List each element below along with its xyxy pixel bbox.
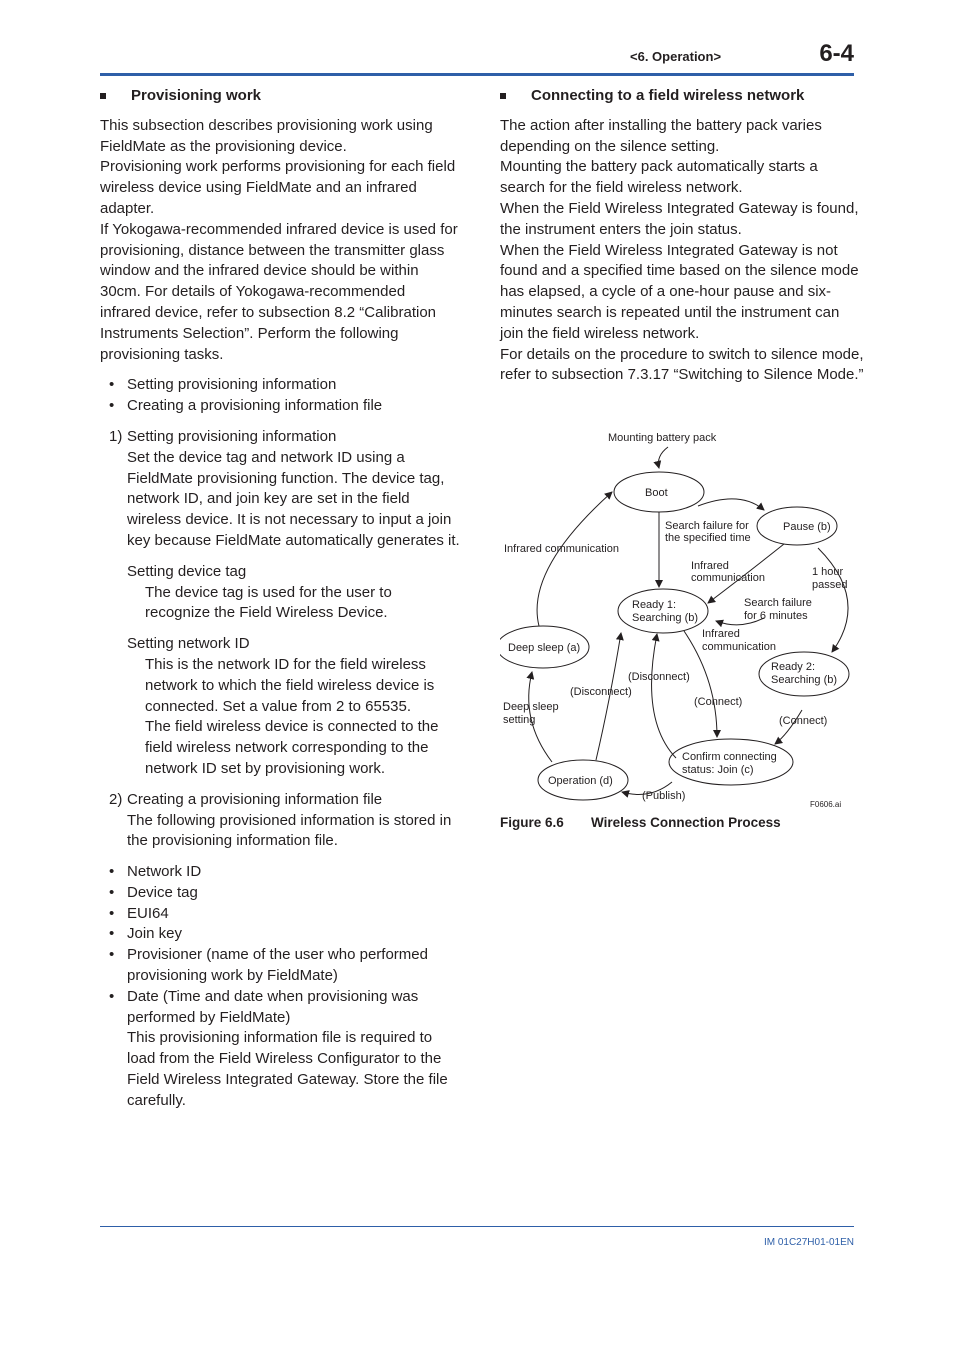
- node-confirm: [669, 739, 793, 785]
- svg-text:Ready 1:: Ready 1:: [632, 599, 677, 611]
- item-title: Setting provisioning information: [127, 427, 337, 445]
- header-rule: [100, 73, 854, 76]
- label-deep-sleep-setting: Deep sleep: [503, 701, 559, 713]
- svg-text:Searching (b): Searching (b): [771, 674, 838, 686]
- body-paragraph: When the Field Wireless Integrated Gateway is found, the instrument enters the join status.: [500, 199, 859, 238]
- label-infrared-ready: communication: [691, 572, 765, 584]
- node-ready1: [618, 589, 708, 633]
- list-item: • Device tag: [127, 883, 460, 904]
- body-paragraph: Mounting the battery pack automatically starts a search for the field wireless network.: [500, 158, 818, 197]
- label-infrared-ready2: communication: [702, 641, 776, 653]
- label-search-fail-time: Search failure for: [665, 520, 749, 532]
- label-mounting: Mounting battery pack: [608, 432, 717, 444]
- svg-text:Searching (b): Searching (b): [632, 612, 699, 624]
- node-ready2: [759, 652, 849, 696]
- intro-paragraph: This subsection describes provisioning work using FieldMate as the provisioning device.: [100, 116, 433, 155]
- label-disconnect: (Disconnect): [628, 671, 690, 683]
- figure-title: Wireless Connection Process: [591, 815, 781, 830]
- label-deep-sleep-setting: setting: [503, 714, 536, 726]
- list-item: • Creating a provisioning information file: [127, 396, 460, 417]
- node-pause: [757, 507, 837, 545]
- left-column: [100, 86, 460, 1112]
- label-search-fail-6: for 6 minutes: [744, 610, 808, 622]
- network-id-title: Setting network ID: [127, 635, 250, 653]
- list-item: • Date (Time and date when provisioning was performed by FieldMate): [127, 987, 460, 1029]
- document-id: IM 01C27H01-01EN: [763, 1237, 854, 1248]
- node-operation: [538, 760, 628, 800]
- section-reference: <6. Operation>: [630, 49, 722, 64]
- provisioning-heading: Provisioning work: [100, 86, 460, 107]
- label-one-hour: 1 hour: [812, 566, 844, 578]
- item-body: Set the device tag and network ID using a FieldMate provisioning function. The device tag, network ID, and join key are set in the field wireless device. It is not necessary to input a join key because FieldMate automatically generates it.: [127, 448, 460, 549]
- label-one-hour: passed: [812, 579, 848, 591]
- label-connect: (Connect): [694, 696, 743, 708]
- svg-text:status: Join (c): status: Join (c): [682, 764, 754, 776]
- item-body: The following provisioned information is stored in the provisioning information file.: [127, 811, 452, 850]
- wireless-connection-diagram: [500, 425, 854, 815]
- item-title: Creating a provisioning information file: [127, 790, 383, 808]
- item-number: 2): [109, 790, 123, 808]
- numbered-item-2: [100, 790, 460, 852]
- body-paragraph: For details on the procedure to switch to silence mode, refer to subsection 7.3.17 “Switching to Silence Mode.”: [500, 345, 864, 384]
- label-infrared-ready: Infrared: [691, 560, 729, 572]
- page-number: 6-4: [819, 40, 854, 67]
- label-infrared: Infrared communication: [504, 543, 619, 555]
- network-id-body: This is the network ID for the field wireless network to which the field wireless device is connected. Set a value from 2 to 65535. The field wireless device is connected to the field wireless network corresponding to the network ID set by provisioning work.: [145, 655, 439, 777]
- node-deep-sleep: [500, 626, 589, 668]
- figure-file-id: F0606.ai: [810, 800, 842, 809]
- device-tag-title: Setting device tag: [127, 562, 247, 580]
- svg-text:Boot: Boot: [645, 487, 668, 499]
- svg-text:Deep sleep (a): Deep sleep (a): [508, 642, 581, 654]
- list-item: • Provisioner (name of the user who performed provisioning work by FieldMate): [127, 945, 460, 987]
- node-boot: [614, 472, 704, 512]
- label-publish: (Publish): [642, 790, 686, 802]
- list-item: • EUI64: [127, 904, 460, 925]
- item-number: 1): [109, 427, 123, 445]
- svg-text:Confirm connecting: Confirm connecting: [682, 751, 777, 763]
- body-paragraph: When the Field Wireless Integrated Gateway is not found and a specified time based on the silence mode has elapsed, a cycle of a one-hour pause and six-minutes search is repeated until the instrument can join the field wireless network.: [500, 241, 859, 342]
- footer-rule: [100, 1226, 854, 1227]
- label-search-fail-6: Search failure: [744, 597, 812, 609]
- intro-paragraph: If Yokogawa-recommended infrared device is used for provisioning, distance between the transmitter glass window and the infrared device should be within 30cm. For details of Yokogawa-recommended infrared device, refer to subsection 8.2 “Calibration Instruments Selection”. Perform the following provisioning tasks.: [100, 220, 458, 363]
- device-tag-body: The device tag is used for the user to recognize the Field Wireless Device.: [145, 583, 392, 622]
- figure-caption: [500, 815, 781, 830]
- closing-paragraph: This provisioning information file is required to load from the Field Wireless Configurator to the Field Wireless Integrated Gateway. Store the file carefully.: [127, 1029, 448, 1109]
- svg-text:Pause (b): Pause (b): [783, 521, 831, 533]
- label-infrared-ready2: Infrared: [702, 628, 740, 640]
- label-disconnect: (Disconnect): [570, 686, 632, 698]
- connecting-heading: Connecting to a field wireless network: [500, 86, 865, 107]
- list-item: • Join key: [127, 924, 460, 945]
- list-item: • Network ID: [127, 862, 460, 883]
- svg-text:Ready 2:: Ready 2:: [771, 661, 816, 673]
- square-bullet-icon: [500, 93, 506, 99]
- numbered-item-1: [100, 427, 460, 552]
- svg-text:Operation (d): Operation (d): [548, 775, 613, 787]
- task-list: [100, 375, 460, 417]
- label-connect: (Connect): [779, 715, 828, 727]
- intro-paragraph: Provisioning work performs provisioning for each field wireless device using FieldMate and an infrared adapter.: [100, 158, 456, 217]
- page-header: [0, 0, 954, 80]
- info-list: [100, 862, 460, 1028]
- label-search-fail-time: the specified time: [665, 532, 751, 544]
- square-bullet-icon: [100, 93, 106, 99]
- figure-number: Figure 6.6: [500, 815, 564, 830]
- list-item: • Setting provisioning information: [127, 375, 460, 396]
- body-paragraph: The action after installing the battery pack varies depending on the silence setting.: [500, 116, 822, 155]
- right-column: [500, 86, 865, 386]
